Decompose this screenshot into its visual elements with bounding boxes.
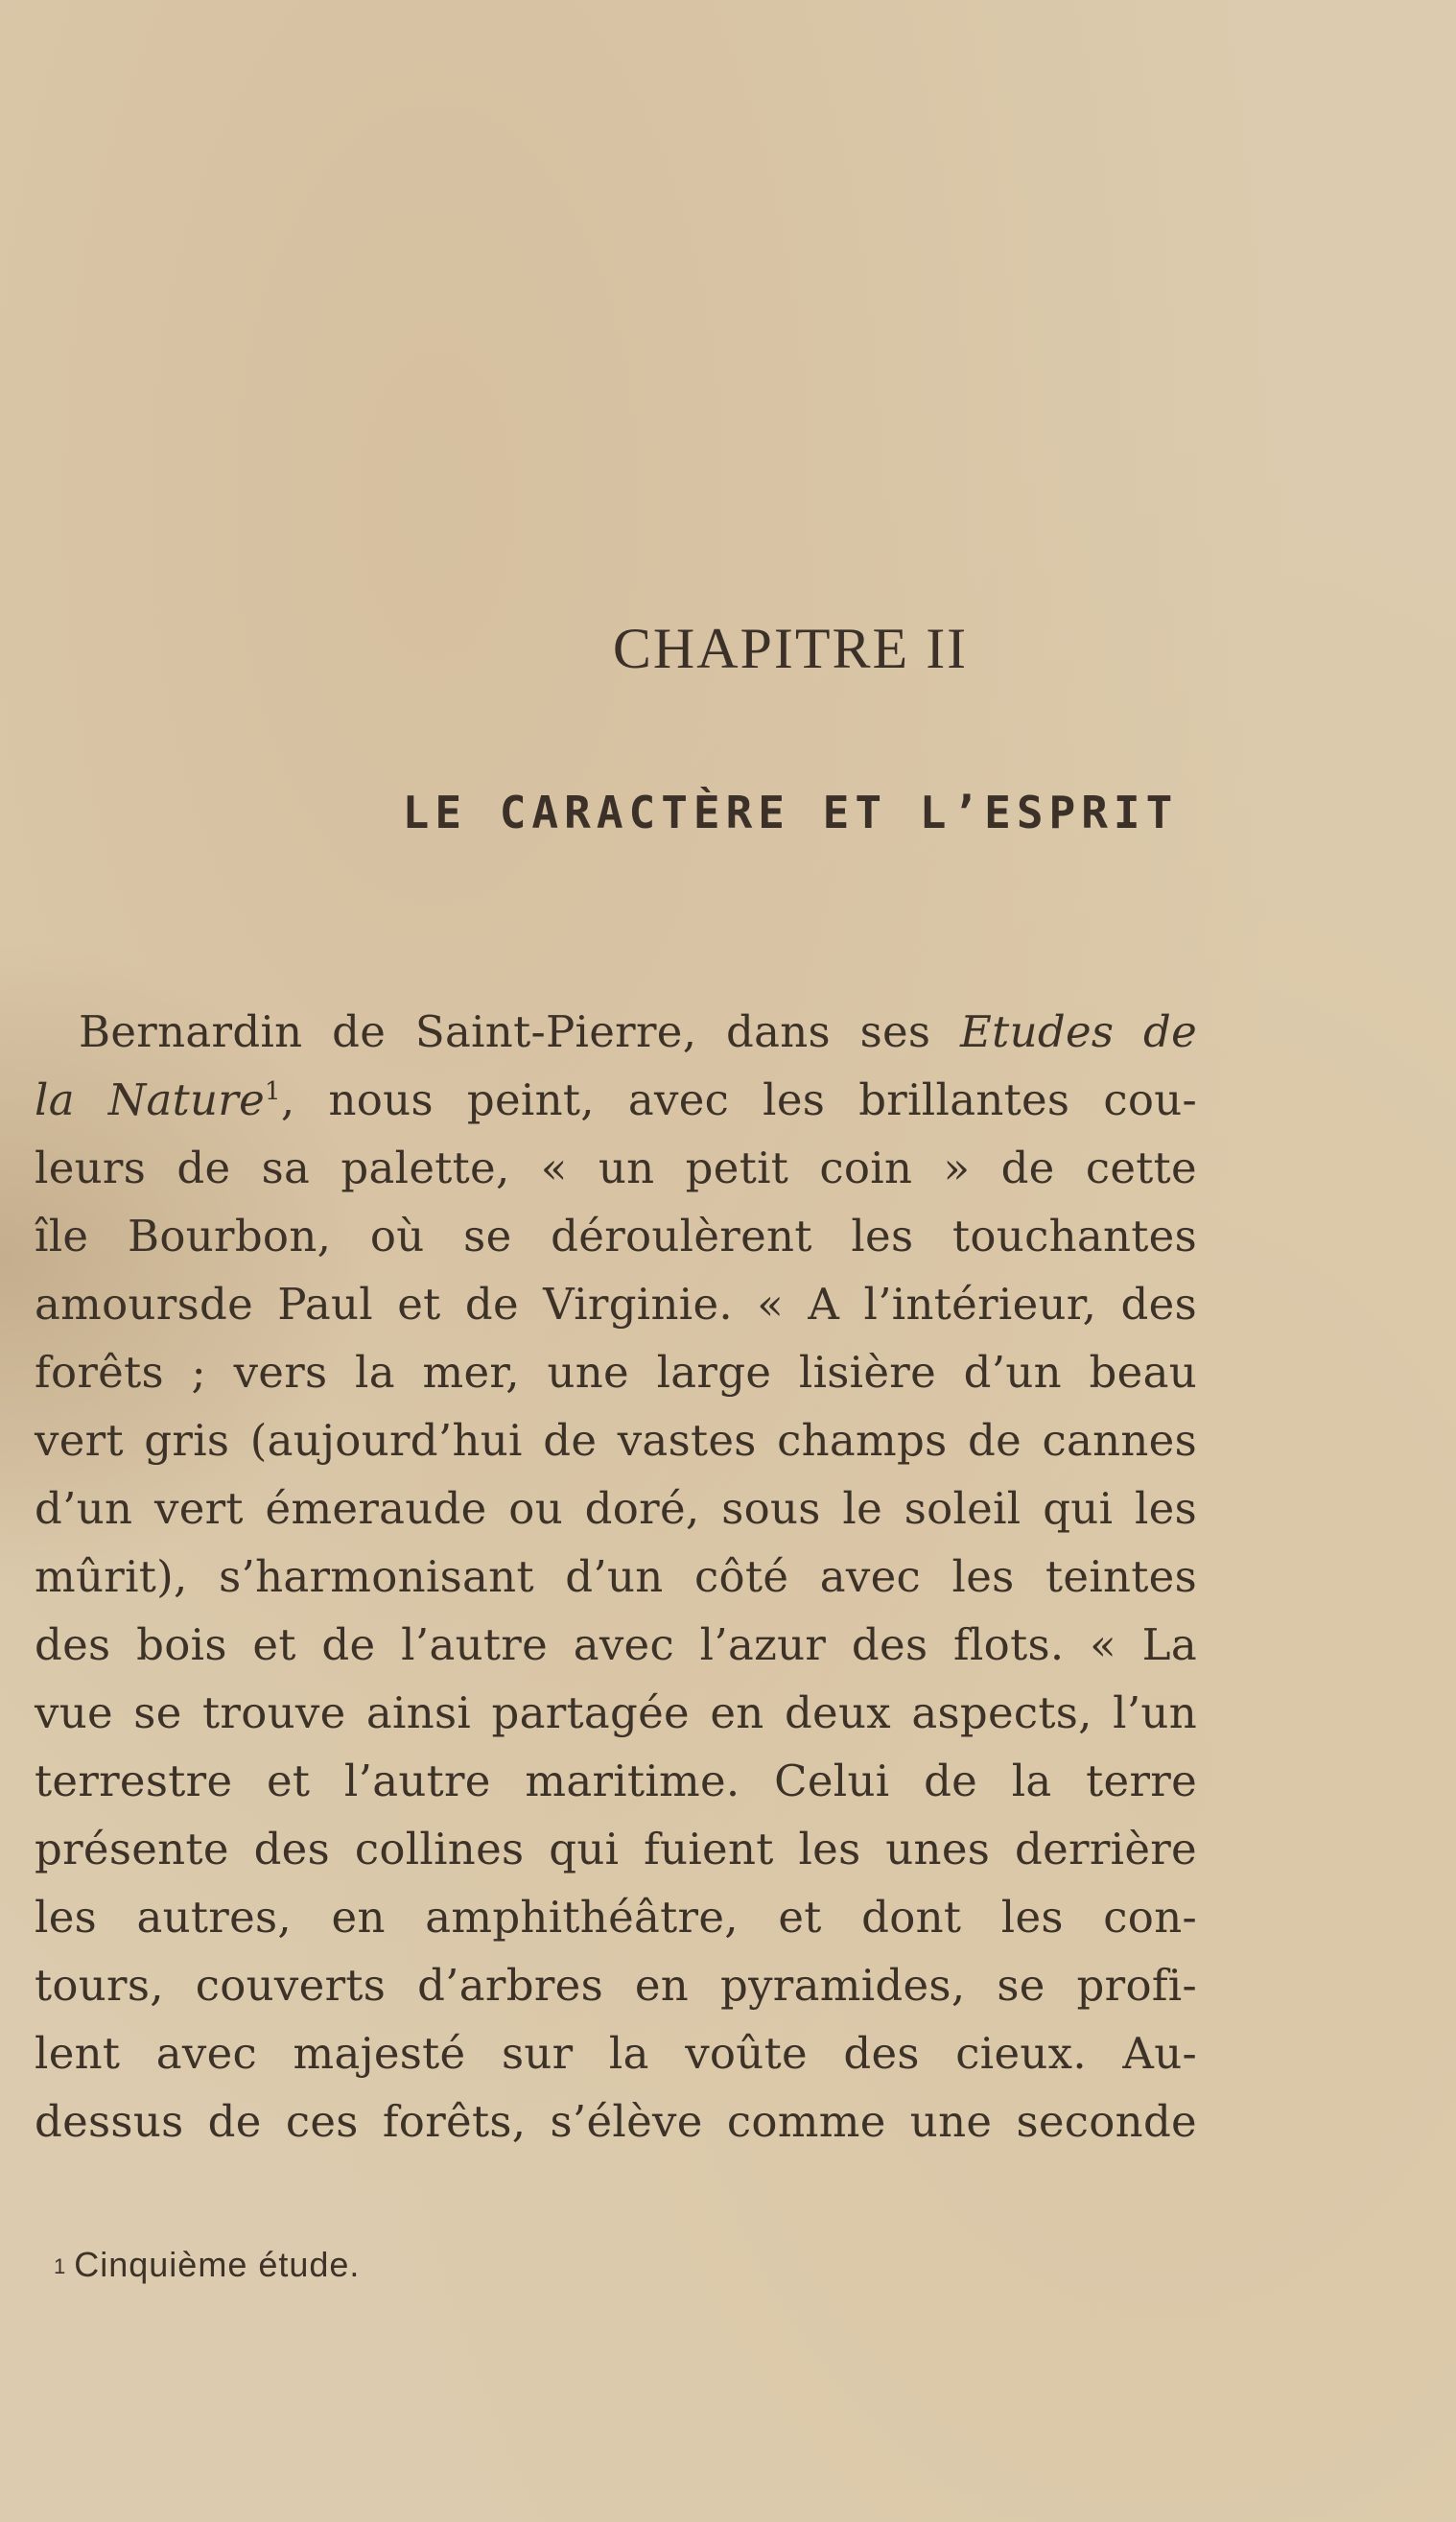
text-line: vue se trouve ainsi partagée en deux aspects, l’un	[35, 1687, 1197, 1738]
chapter-title: LE CARACTÈRE ET L’ESPRIT	[402, 787, 1179, 838]
text-line: des bois et de l’autre avec l’azur des flots. « La	[35, 1619, 1197, 1670]
text-line: leurs de sa palette, « un petit coin » de cette	[35, 1143, 1197, 1193]
text-line-1-a: Bernardin de Saint-Pierre, dans ses	[79, 1006, 961, 1057]
text-line-2	[35, 1066, 1197, 1134]
text-line: lent avec majesté sur la voûte des cieux. Au-	[35, 2028, 1197, 2079]
text-line-2-b: , nous peint, avec les brillantes cou-	[280, 1074, 1197, 1125]
chapter-number: CHAPITRE II	[612, 617, 969, 680]
footnote-mark: 1	[54, 2254, 67, 2279]
text-line: les autres, en amphithéâtre, et dont les con-	[35, 1892, 1197, 1943]
text-line: vert gris (aujourd’hui de vastes champs de cannes	[35, 1415, 1197, 1466]
text-line: terrestre et l’autre maritime. Celui de la terre	[35, 1756, 1197, 1806]
text-line-1	[35, 998, 1197, 1066]
text-line: île Bourbon, où se déroulèrent les touchantes	[35, 1211, 1197, 1261]
text-line: d’un vert émeraude ou doré, sous le soleil qui les	[35, 1483, 1197, 1534]
text-line-1-italic: Etudes de	[960, 1006, 1198, 1057]
footnote	[54, 2245, 360, 2285]
text-line: mûrit), s’harmonisant d’un côté avec les teintes	[35, 1551, 1197, 1602]
text-line-2-italic: la Nature	[35, 1074, 266, 1125]
text-line: forêts ; vers la mer, une large lisière d’un beau	[35, 1347, 1197, 1398]
text-line: tours, couverts d’arbres en pyramides, se profi-	[35, 1960, 1197, 2011]
body-text	[35, 998, 1197, 2156]
footnote-text: Cinquième étude.	[74, 2245, 361, 2284]
footnote-reference[interactable]: 1	[265, 1077, 281, 1106]
text-line: amoursde Paul et de Virginie. « A l’intérieur, des	[35, 1279, 1197, 1330]
text-line: présente des collines qui fuient les unes derrière	[35, 1824, 1197, 1874]
text-line: dessus de ces forêts, s’élève comme une seconde	[35, 2096, 1197, 2147]
